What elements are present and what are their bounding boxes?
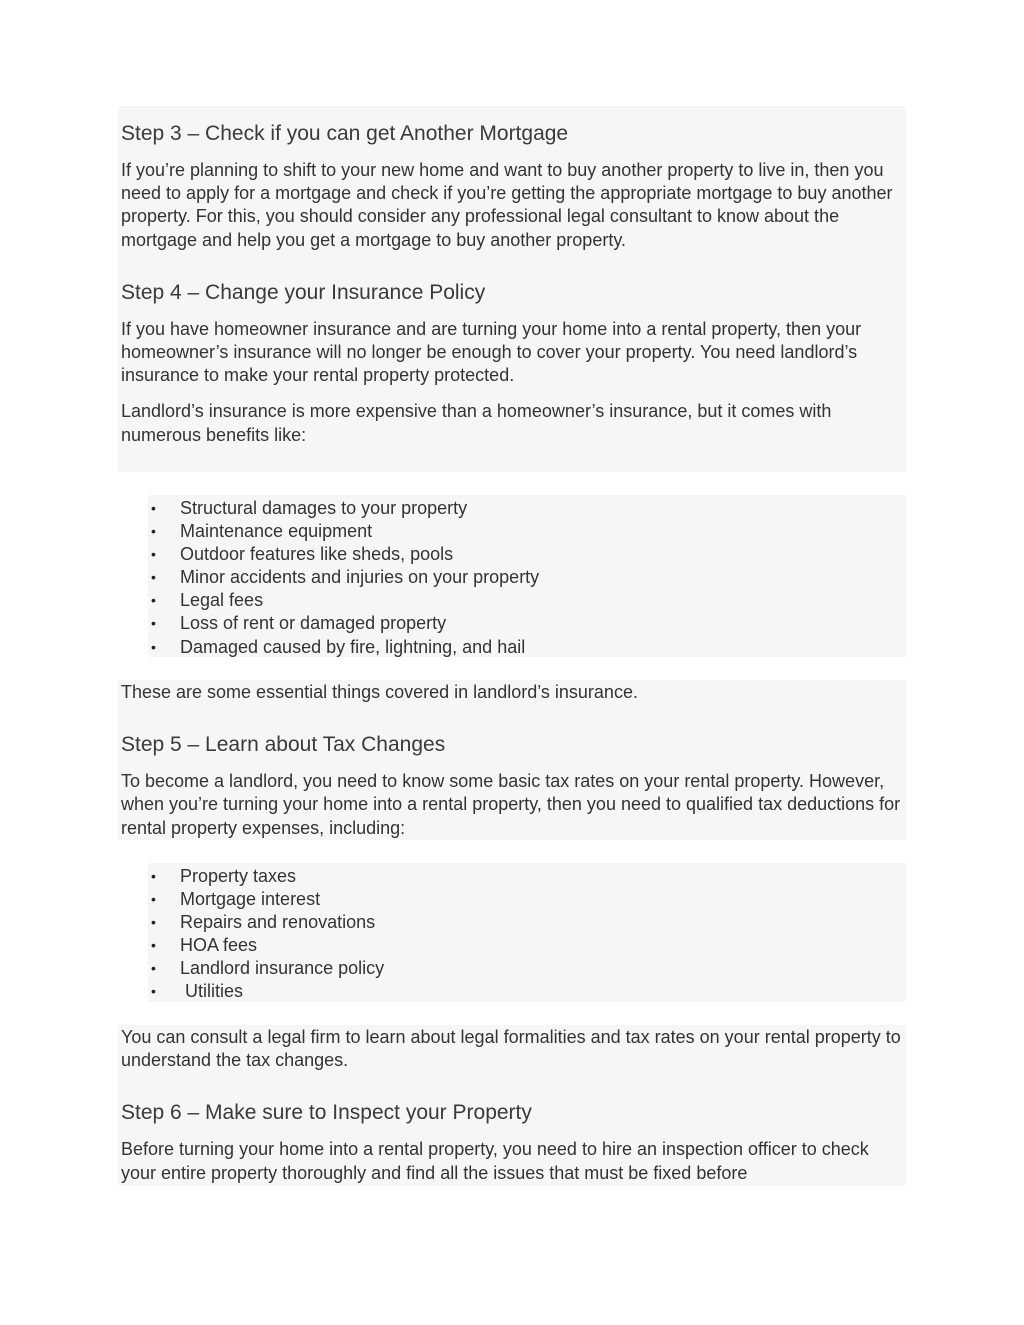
benefits-list-block bbox=[148, 495, 906, 657]
content-block-step3-step4 bbox=[118, 106, 906, 472]
tax-summary: You can consult a legal firm to learn about legal formalities and tax rates on your rental property to understand the tax changes. bbox=[121, 1027, 901, 1071]
list-item: • Structural damages to your property bbox=[148, 497, 906, 520]
step5-heading: Step 5 – Learn about Tax Changes bbox=[121, 733, 446, 757]
list-item: • Property taxes bbox=[148, 865, 906, 888]
list-item: • Loss of rent or damaged property bbox=[148, 612, 906, 635]
step6-paragraph: Before turning your home into a rental property, you need to hire an inspection officer to check your entire property thoroughly and find all the issues that must be fixed before bbox=[121, 1139, 869, 1183]
list-item: • Damaged caused by fire, lightning, and hail bbox=[148, 636, 906, 659]
list-item: • Repairs and renovations bbox=[148, 911, 906, 934]
list-item: • Outdoor features like sheds, pools bbox=[148, 543, 906, 566]
step6-heading: Step 6 – Make sure to Inspect your Property bbox=[121, 1101, 532, 1125]
deductions-list bbox=[148, 863, 906, 1004]
list-item: • Minor accidents and injuries on your property bbox=[148, 566, 906, 589]
list-item: • Mortgage interest bbox=[148, 888, 906, 911]
insurance-summary: These are some essential things covered in landlord’s insurance. bbox=[121, 682, 638, 702]
step3-heading: Step 3 – Check if you can get Another Mortgage bbox=[121, 122, 569, 145]
deductions-list-block bbox=[148, 863, 906, 1002]
content-block-step6 bbox=[118, 1025, 906, 1186]
step5-paragraph: To become a landlord, you need to know some basic tax rates on your rental property. However, when you’re turning your home into a rental property, then you need to qualified tax deductions for rental property expenses, including: bbox=[121, 771, 901, 838]
step4-paragraph-1: If you have homeowner insurance and are turning your home into a rental property, then your homeowner’s insurance will no longer be enough to cover your property. You need landlord’s insurance to make your rental property protected. bbox=[121, 318, 862, 386]
list-item: • Maintenance equipment bbox=[148, 520, 906, 543]
list-item: • Utilities bbox=[148, 980, 906, 1003]
list-item: • HOA fees bbox=[148, 934, 906, 957]
step4-heading: Step 4 – Change your Insurance Policy bbox=[121, 280, 486, 304]
step3-paragraph: If you’re planning to shift to your new home and want to buy another property to live in, then you need to apply for a mortgage and check if you’re getting the appropriate mortgage to buy another property. For this, you should consider any professional legal consultant to know about the mortgage and help you get a mortgage to buy another property. bbox=[121, 160, 893, 250]
step4-paragraph-2: Landlord’s insurance is more expensive than a homeowner’s insurance, but it comes with numerous benefits like: bbox=[121, 401, 832, 445]
benefits-list bbox=[148, 495, 906, 659]
content-block-step5 bbox=[118, 680, 906, 840]
list-item: • Legal fees bbox=[148, 589, 906, 612]
list-item: • Landlord insurance policy bbox=[148, 957, 906, 980]
